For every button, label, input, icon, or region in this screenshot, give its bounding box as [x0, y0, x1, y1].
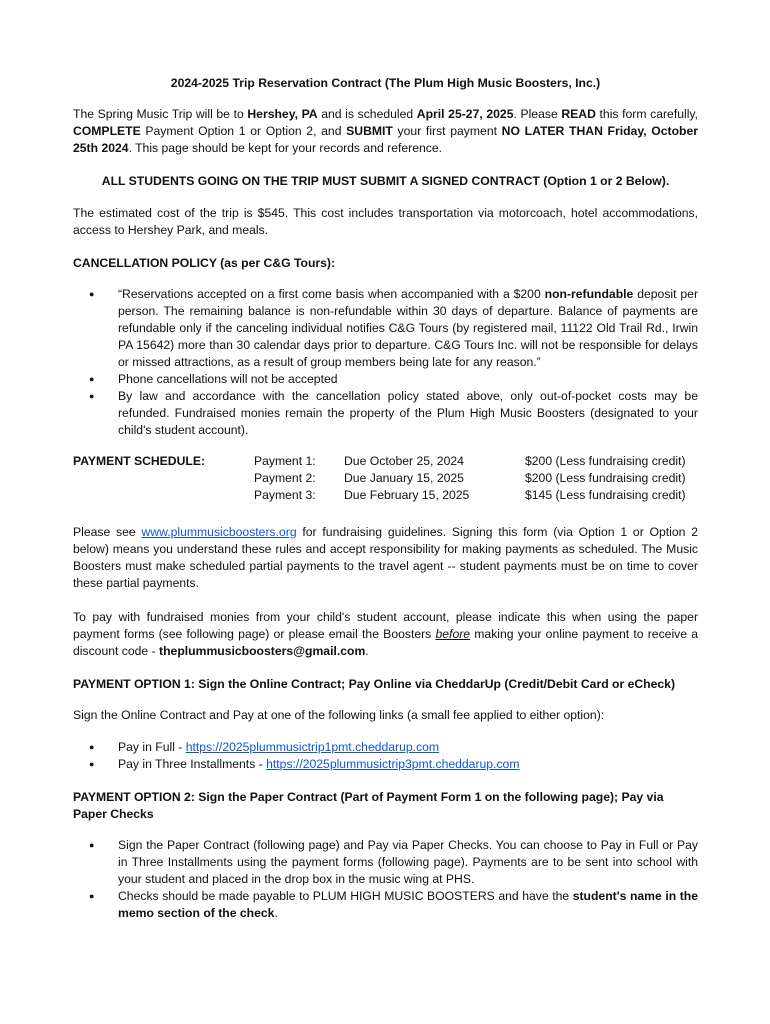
- trip-dates: April 25-27, 2025: [416, 107, 514, 121]
- payment-amount: $200 (Less fundraising credit): [525, 454, 686, 468]
- document-body: [73, 75, 698, 922]
- complete-emphasis: COMPLETE: [73, 124, 141, 138]
- payment-schedule-label: PAYMENT SCHEDULE:: [73, 454, 206, 468]
- payment-amount: $145 (Less fundraising credit): [525, 488, 686, 502]
- fundraising-paragraph: [73, 524, 698, 592]
- payment-due-date: Due October 25, 2024: [344, 454, 464, 468]
- student-account-text: To pay with fundraised monies from your child's student account, please indicate this when using the paper payment forms (see following page) or please email the Boosters: [73, 610, 698, 641]
- student-account-text: making your online payment to receive a discount code -: [73, 627, 699, 658]
- boosters-email: theplummusicboosters@gmail.com: [159, 644, 366, 658]
- cost-paragraph: The estimated cost of the trip is $545. This cost includes transportation via motorcoach, hotel accommodations, access to Hershey Park, and meals.: [73, 206, 698, 237]
- intro-text: Payment Option 1 or Option 2, and: [140, 124, 347, 138]
- list-item: [73, 739, 698, 756]
- list-item-text: “Reservations accepted on a first come basis when accompanied with a $200: [118, 287, 545, 301]
- student-account-text: .: [365, 644, 369, 658]
- pay-in-three-link[interactable]: https://2025plummusictrip3pmt.cheddarup.com: [266, 757, 520, 771]
- payment-due-date: Due February 15, 2025: [344, 488, 470, 502]
- fundraising-text: Please see: [73, 525, 142, 539]
- option2-list: [73, 837, 698, 922]
- non-refundable-emphasis: non-refundable: [544, 287, 634, 301]
- intro-text: and is scheduled: [317, 107, 417, 121]
- pay-in-full-label: Pay in Full -: [118, 740, 186, 754]
- pay-in-full-link[interactable]: https://2025plummusictrip1pmt.cheddarup.com: [185, 740, 440, 754]
- option1-links-list: [73, 739, 698, 773]
- intro-text: . This page should be kept for your records and reference.: [128, 141, 443, 155]
- signed-contract-notice: ALL STUDENTS GOING ON THE TRIP MUST SUBMIT A SIGNED CONTRACT (Option 1 or 2 Below).: [101, 174, 670, 188]
- schedule-row: [73, 487, 698, 504]
- list-item: [73, 888, 698, 922]
- intro-text: your first payment: [392, 124, 502, 138]
- list-item: [73, 286, 698, 371]
- before-emphasis: before: [435, 627, 471, 641]
- boosters-website-link[interactable]: www.plummusicboosters.org: [141, 525, 297, 539]
- payment-number: Payment 1:: [254, 454, 316, 468]
- read-emphasis: READ: [561, 107, 596, 121]
- payment-number: Payment 2:: [254, 471, 316, 485]
- list-item-text: deposit per person. The remaining balance is non-refundable within 30 days of departure. Balance of payments are refundable only if the canceling individual notifies C&G Tours (by registered mail, 11122 Old Trail Rd., Irwin PA 15642) more than 30 calendar days prior to departure. C&G Tours Inc. will not be responsible for delays or missed attractions, as a result of group members being late for any reason.”: [118, 287, 699, 369]
- submit-emphasis: SUBMIT: [346, 124, 393, 138]
- student-account-paragraph: [73, 609, 698, 660]
- trip-destination: Hershey, PA: [247, 107, 318, 121]
- cancellation-heading: CANCELLATION POLICY (as per C&G Tours):: [73, 256, 336, 270]
- intro-paragraph: [73, 106, 698, 157]
- option2-heading: PAYMENT OPTION 2: Sign the Paper Contract (Part of Payment Form 1 on the following page); Pay via Paper Checks: [73, 790, 664, 821]
- cancellation-list: [73, 286, 698, 439]
- payment-amount: $200 (Less fundraising credit): [525, 471, 686, 485]
- intro-text: The Spring Music Trip will be to: [73, 107, 248, 121]
- list-item: [73, 756, 698, 773]
- document-title: 2024-2025 Trip Reservation Contract (The Plum High Music Boosters, Inc.): [170, 76, 601, 90]
- list-item: ● By law and accordance with the cancellation policy stated above, only out-of-pocket costs may be refunded. Fundraised monies remain the property of the Plum High Music Boosters (designated to your child's student account).: [73, 388, 698, 439]
- list-item: ● Phone cancellations will not be accepted: [73, 371, 698, 388]
- list-item-text: .: [274, 906, 278, 920]
- payment-deadline: NO LATER THAN Friday, October 25th 2024: [73, 124, 698, 155]
- payment-schedule: [73, 453, 698, 504]
- fundraising-text: for fundraising guidelines. Signing this form (via Option 1 or Option 2 below) means you understand these rules and accept responsibility for making payments as scheduled. The Music Boosters must make scheduled partial payments to the travel agent -- student payments must be on time to cover these partial payments.: [73, 525, 699, 590]
- list-item: ● Sign the Paper Contract (following page) and Pay via Paper Checks. You can choose to Pay in Full or Pay in Three Installments using the payment forms (following page). Payments are to be sent into school with your student and placed in the drop box in the music wing at PHS.: [73, 837, 698, 888]
- option1-heading: PAYMENT OPTION 1: Sign the Online Contract; Pay Online via CheddarUp (Credit/Debit Card or eCheck): [73, 677, 676, 691]
- option1-intro: Sign the Online Contract and Pay at one of the following links (a small fee applied to either option):: [73, 708, 605, 722]
- pay-in-three-label: Pay in Three Installments -: [118, 757, 267, 771]
- schedule-row: [73, 470, 698, 487]
- payment-number: Payment 3:: [254, 488, 316, 502]
- intro-text: this form carefully,: [595, 107, 698, 121]
- list-item-text: Checks should be made payable to PLUM HIGH MUSIC BOOSTERS and have the: [118, 889, 573, 903]
- memo-emphasis: student's name in the memo section of the check: [118, 889, 699, 920]
- payment-due-date: Due January 15, 2025: [344, 471, 464, 485]
- intro-text: . Please: [513, 107, 562, 121]
- schedule-row: [73, 453, 698, 470]
